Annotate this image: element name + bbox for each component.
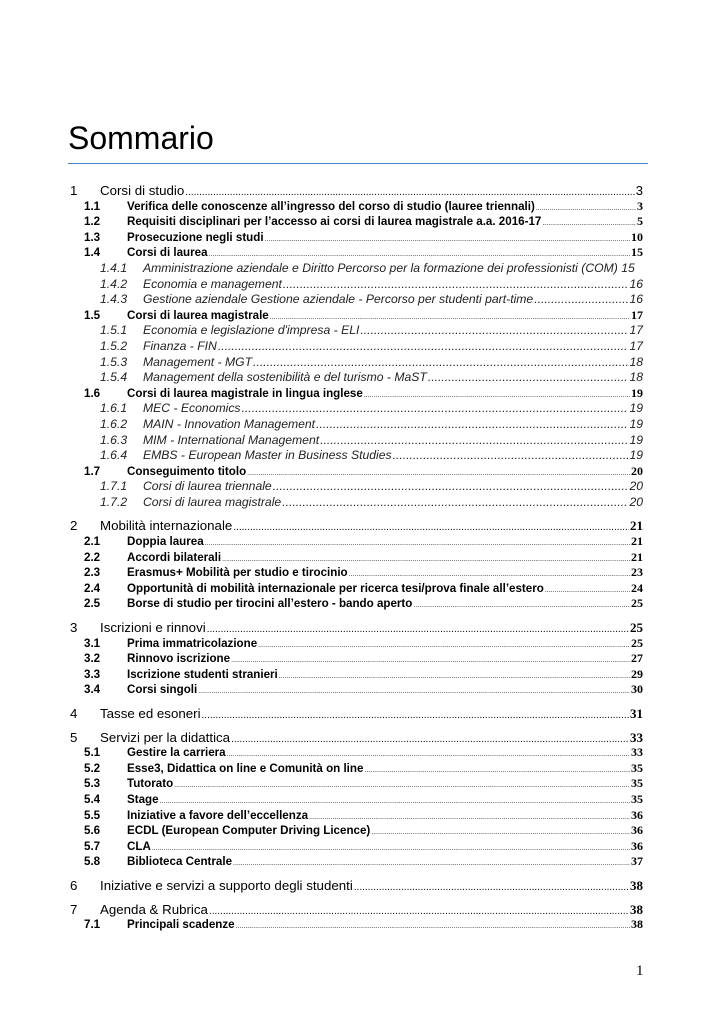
toc-entry-page: 20 <box>631 463 643 478</box>
toc-entry-number: 1.5.4 <box>100 370 128 385</box>
toc-entry-page: 21 <box>630 518 643 534</box>
toc-entry[interactable] <box>68 761 643 777</box>
dot-leader <box>393 448 629 464</box>
toc-entry-number: 2.5 <box>84 597 101 611</box>
toc-entry-page: 16 <box>629 276 643 291</box>
toc-entry-number: 5 <box>70 729 78 745</box>
toc-entry[interactable] <box>68 323 643 339</box>
toc-entry-page: 19 <box>629 416 643 431</box>
toc-entry-title: Servizi per la didattica <box>100 729 231 745</box>
toc-entry-page: 38 <box>630 901 643 917</box>
toc-entry-number: 2 <box>70 518 78 534</box>
toc-entry-number: 6 <box>70 877 78 893</box>
toc-entry-title: Gestione aziendale Gestione aziendale - Percorso per studenti part-time <box>143 292 534 307</box>
dot-leader <box>360 323 628 339</box>
toc-entry-title: Corsi di laurea magistrale <box>127 308 269 322</box>
toc-entry-number: 3.2 <box>84 652 101 666</box>
toc-entry-title: Finanza - FIN <box>143 338 217 353</box>
toc-entry-number: 1.5 <box>84 308 101 322</box>
toc-entry-page: 36 <box>631 807 643 822</box>
toc-entry[interactable] <box>68 596 643 612</box>
toc-entry-number: 3.3 <box>84 667 101 681</box>
toc-entry-number: 5.5 <box>84 808 101 822</box>
toc-entry-title: Corsi di laurea <box>127 246 208 260</box>
dot-leader <box>428 370 629 386</box>
toc-entry-number: 1.4.1 <box>100 260 128 275</box>
toc-entry-number: 7.1 <box>84 918 101 932</box>
toc-entry-page: 37 <box>631 854 643 869</box>
dot-leader <box>320 433 628 449</box>
toc-entry-page: 36 <box>631 823 643 838</box>
toc-entry-number: 2.1 <box>84 535 101 549</box>
toc-entry-title: Economia e management <box>143 276 282 291</box>
toc-entry[interactable] <box>68 581 643 597</box>
toc-entry[interactable] <box>68 292 643 308</box>
toc-entry-page: 15 <box>631 245 643 260</box>
toc-entry-page: 25 <box>631 596 643 611</box>
toc-entry[interactable] <box>68 854 643 870</box>
toc-entry[interactable] <box>68 199 643 215</box>
toc-entry-page: 33 <box>631 745 643 760</box>
toc-entry-number: 5.4 <box>84 792 101 806</box>
toc-entry-number: 1.2 <box>84 215 101 229</box>
toc-entry-number: 1.4 <box>84 246 101 260</box>
page-number: 1 <box>636 963 644 979</box>
toc-entry[interactable] <box>68 277 643 293</box>
toc-entry-title: Corsi di laurea triennale <box>143 479 272 494</box>
toc-entry[interactable] <box>68 667 643 683</box>
dot-leader <box>233 854 630 872</box>
toc-entry-title: Requisiti disciplinari per l’accesso ai corsi di laurea magistrale a.a. 2016-17 <box>127 215 542 229</box>
toc-entry-page: 33 <box>630 729 643 745</box>
toc-entry-page: 31 <box>630 706 643 721</box>
toc-entry[interactable] <box>68 878 643 894</box>
toc-entry-title: EMBS - European Master in Business Studies <box>143 448 392 463</box>
toc-entry[interactable] <box>68 682 643 698</box>
dot-leader <box>273 479 629 495</box>
dot-leader <box>218 339 629 355</box>
toc-entry-title: MAIN - Innovation Management <box>143 416 316 431</box>
toc-entry[interactable] <box>68 776 643 792</box>
toc-entry[interactable] <box>68 230 643 246</box>
toc-entry-title: Prima immatricolazione <box>127 636 258 650</box>
toc-entry-number: 2.2 <box>84 550 101 564</box>
dot-leader <box>282 495 628 511</box>
toc-entry[interactable] <box>68 636 643 652</box>
toc-entry[interactable] <box>68 902 643 918</box>
toc-entry-number: 1.4.3 <box>100 292 128 307</box>
toc-entry-title: Biblioteca Centrale <box>127 855 233 869</box>
toc-entry[interactable] <box>68 464 643 480</box>
toc-entry[interactable] <box>68 214 643 230</box>
toc-entry-page: 21 <box>631 534 643 549</box>
toc-entry-title: MEC - Economics <box>143 401 241 416</box>
toc-entry-number: 1.5.3 <box>100 354 128 369</box>
toc-entry-title: Rinnovo iscrizione <box>127 652 231 666</box>
toc-entry[interactable] <box>68 839 643 855</box>
toc-entry-title: Principali scadenze <box>127 918 235 932</box>
toc-entry-page: 25 <box>631 635 643 650</box>
toc-entry[interactable] <box>68 245 643 261</box>
dot-leader <box>283 277 629 293</box>
toc-entry-number: 5.7 <box>84 839 101 853</box>
toc-entry[interactable] <box>68 433 643 449</box>
toc-entry-number: 3.1 <box>84 636 101 650</box>
toc-entry-number: 1.5.1 <box>100 323 128 338</box>
toc-entry-number: 3.4 <box>84 683 101 697</box>
toc-entry-page: 35 <box>631 791 643 806</box>
toc-entry-title: Borse di studio per tirocini all’estero - bando aperto <box>127 597 413 611</box>
toc-entry-number: 4 <box>70 706 78 721</box>
toc-entry-number: 5.1 <box>84 746 101 760</box>
toc-entry-title: Doppia laurea <box>127 535 204 549</box>
toc-entry-title: Iscrizioni e rinnovi <box>100 620 206 636</box>
toc-entry-title: Iniziative e servizi a supporto degli studenti <box>100 877 353 893</box>
toc-entry-title: Erasmus+ Mobilità per studio e tirocinio <box>127 566 348 580</box>
toc-entry-title: Conseguimento titolo <box>127 464 247 478</box>
toc-entry-page: 17 <box>631 307 643 322</box>
toc-entry[interactable] <box>68 495 643 511</box>
toc-entry-number: 1.6.2 <box>100 416 128 431</box>
toc-entry-page: 3 <box>637 198 643 213</box>
toc-entry-title: Gestire la carriera <box>127 746 226 760</box>
dot-leader <box>354 878 629 896</box>
toc-entry-page: 24 <box>631 580 643 595</box>
toc-entry-number: 5.2 <box>84 761 101 775</box>
toc-entry-number: 1.7.2 <box>100 494 128 509</box>
toc-entry-number: 1.5.2 <box>100 338 128 353</box>
toc-entry-title: Corsi di studio <box>100 183 185 198</box>
toc-entry[interactable] <box>68 651 643 667</box>
toc-entry-page: 5 <box>637 214 643 229</box>
toc-entry-page: 27 <box>631 651 643 666</box>
toc-entry[interactable] <box>68 518 643 534</box>
toc-entry-title: Management della sostenibilità e del turismo - MaST <box>143 370 427 385</box>
toc-entry-page: 19 <box>631 385 643 400</box>
toc-entry-title: Esse3, Didattica on line e Comunità on line <box>127 761 364 775</box>
toc-entry[interactable] <box>68 448 643 464</box>
dot-leader <box>413 596 630 614</box>
toc-entry-page: 23 <box>631 565 643 580</box>
toc-entry-number: 5.6 <box>84 824 101 838</box>
toc-entry-title: Corsi di laurea magistrale <box>143 494 282 509</box>
toc-entry[interactable] <box>68 261 643 277</box>
toc-entry[interactable] <box>68 706 643 722</box>
toc-entry[interactable] <box>68 308 643 324</box>
toc-entry[interactable] <box>68 745 643 761</box>
toc-entry-page: 25 <box>630 620 643 636</box>
toc-entry[interactable] <box>68 401 643 417</box>
toc-entry-page: 20 <box>629 479 643 494</box>
toc-entry-number: 5.8 <box>84 855 101 869</box>
toc-entry-number: 1.1 <box>84 199 101 213</box>
toc-entry-page: 19 <box>629 401 643 416</box>
toc-entry-title: Amministrazione aziendale e Diritto Percorso per la formazione dei professionisti (COM) <box>143 260 618 275</box>
toc-entry[interactable] <box>68 620 643 636</box>
toc-entry[interactable] <box>68 355 643 371</box>
toc-entry-number: 1.6.3 <box>100 432 128 447</box>
toc-entry[interactable] <box>68 534 643 550</box>
toc-entry-page: 35 <box>631 760 643 775</box>
toc-entry-number: 3 <box>70 620 78 636</box>
toc-entry-title: Opportunità di mobilità internazionale per ricerca tesi/prova finale all’estero <box>127 581 544 595</box>
toc-entry-page: 20 <box>629 494 643 509</box>
toc-entry-page: 17 <box>629 323 643 338</box>
toc-entry[interactable] <box>68 808 643 824</box>
toc-entry[interactable] <box>68 550 643 566</box>
toc-entry-page: 10 <box>631 229 643 244</box>
dot-leader <box>236 917 630 935</box>
toc-entry-page: 38 <box>630 877 643 893</box>
toc-entry-number: 2.3 <box>84 566 101 580</box>
toc-entry-page: 16 <box>629 292 643 307</box>
toc-entry-number: 1.4.2 <box>100 276 128 291</box>
toc-entry[interactable] <box>68 386 643 402</box>
toc-entry[interactable] <box>68 792 643 808</box>
dot-leader <box>202 706 629 724</box>
toc-entry-page: 36 <box>631 838 643 853</box>
toc-entry-title: Agenda & Rubrica <box>100 901 208 917</box>
toc-entry-page: 29 <box>631 666 643 681</box>
toc-entry-title: Prosecuzione negli studi <box>127 230 264 244</box>
toc-entry-title: Tasse ed esoneri <box>100 706 201 721</box>
toc-entry[interactable] <box>68 565 643 581</box>
toc-entry-title: Economia e legislazione d'impresa - ELI <box>143 323 360 338</box>
toc-entry-page: 30 <box>631 682 643 697</box>
toc-entry-page: 15 <box>621 260 635 275</box>
toc-entry-number: 7 <box>70 901 78 917</box>
title-underline <box>68 163 648 164</box>
toc-entry[interactable] <box>68 339 643 355</box>
toc-entry-title: Management - MGT <box>143 354 253 369</box>
dot-leader <box>316 417 628 433</box>
toc-entry-title: Tutorato <box>127 777 174 791</box>
toc-entry-page: 35 <box>631 776 643 791</box>
toc-entry-number: 1.7.1 <box>100 479 128 494</box>
toc-entry-title: Iscrizione studenti stranieri <box>127 667 278 681</box>
toc-entry[interactable] <box>68 917 643 933</box>
toc-entry-number: 1.6.1 <box>100 401 128 416</box>
dot-leader <box>198 682 630 700</box>
toc-entry-number: 1.7 <box>84 464 101 478</box>
toc-entry[interactable] <box>68 823 643 839</box>
toc-entry-page: 21 <box>631 549 643 564</box>
toc-entry-page: 19 <box>629 432 643 447</box>
toc-entry-title: Corsi singoli <box>127 683 198 697</box>
toc-entry-page: 19 <box>629 448 643 463</box>
toc-entry[interactable] <box>68 370 643 386</box>
dot-leader <box>253 355 628 371</box>
toc-entry-title: Mobilità internazionale <box>100 518 233 534</box>
toc-entry-page: 38 <box>631 917 643 932</box>
toc-entry-title: CLA <box>127 839 151 853</box>
toc-entry-number: 2.4 <box>84 581 101 595</box>
toc-entry-title: Iniziative a favore dell’eccellenza <box>127 808 309 822</box>
toc-entry-page: 17 <box>629 338 643 353</box>
table-of-contents <box>68 183 643 933</box>
toc-entry[interactable] <box>68 183 643 199</box>
toc-entry-title: Verifica delle conoscenze all’ingresso del corso di studio (lauree triennali) <box>127 199 535 213</box>
toc-entry-number: 1 <box>70 183 78 198</box>
toc-entry-title: MIM - International Management <box>143 432 320 447</box>
toc-entry-title: ECDL (European Computer Driving Licence) <box>127 824 371 838</box>
dot-leader <box>242 401 629 417</box>
toc-entry[interactable] <box>68 417 643 433</box>
dot-leader <box>534 292 628 308</box>
toc-entry-number: 1.6 <box>84 386 101 400</box>
toc-entry-page: 3 <box>635 183 643 198</box>
toc-entry-title: Accordi bilaterali <box>127 550 222 564</box>
toc-entry-page: 18 <box>629 354 643 369</box>
toc-entry-number: 1.3 <box>84 230 101 244</box>
toc-entry-page: 18 <box>629 370 643 385</box>
toc-entry-number: 5.3 <box>84 777 101 791</box>
page-title: Sommario <box>68 120 214 156</box>
toc-entry-title: Stage <box>127 792 159 806</box>
toc-entry[interactable] <box>68 479 643 495</box>
toc-entry-number: 1.6.4 <box>100 448 128 463</box>
toc-entry-title: Corsi di laurea magistrale in lingua inglese <box>127 386 363 400</box>
toc-entry[interactable] <box>68 730 643 746</box>
